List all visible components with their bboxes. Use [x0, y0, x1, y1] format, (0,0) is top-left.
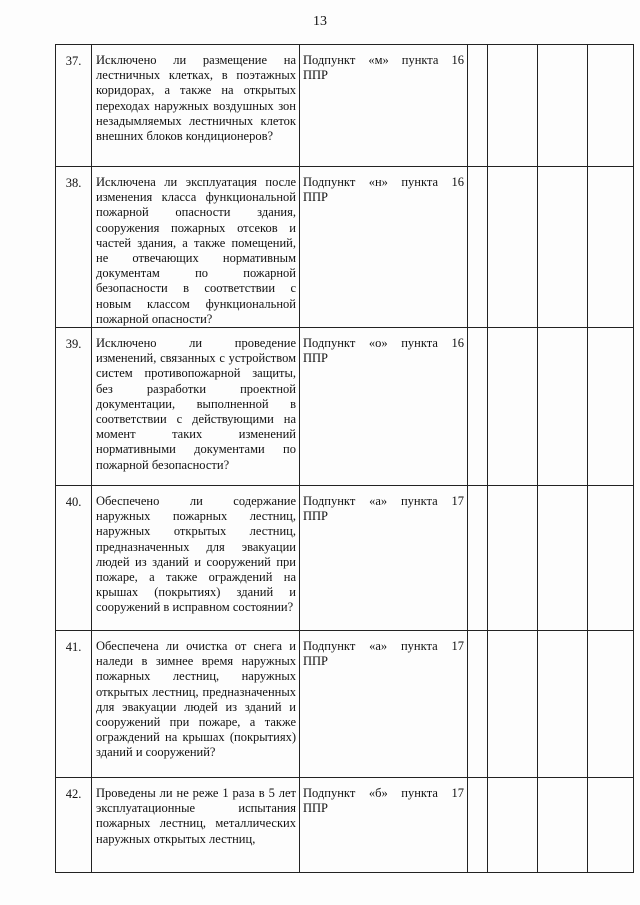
ref-word: Подпункт	[303, 786, 356, 801]
empty-cell	[588, 45, 634, 167]
reference-cell	[300, 631, 468, 778]
empty-cell	[538, 778, 588, 873]
empty-cell	[538, 45, 588, 167]
empty-cell	[588, 778, 634, 873]
empty-cell	[488, 167, 538, 328]
table-row	[56, 778, 634, 873]
empty-cell	[488, 631, 538, 778]
ref-number: 17	[451, 786, 464, 801]
ref-number: 16	[451, 336, 464, 351]
table-row	[56, 631, 634, 778]
ref-document: ППР	[303, 68, 329, 83]
reference-cell	[300, 778, 468, 873]
empty-cell	[538, 486, 588, 631]
question-text: Исключено ли проведение изменений, связанных с устройством систем противопожарной защиты, без разработки проектной документации, выполненной в соответствии с действующими на момент таких изменений нормативными документами по пожарной безопасности?	[92, 328, 300, 486]
row-number: 42.	[56, 778, 92, 873]
ref-word: Подпункт	[303, 336, 356, 351]
question-text: Исключена ли эксплуатация после изменения класса функциональной пожарной опасности здания, сооружения пожарных отсеков и частей здания, а также помещений, не отвечающих нормативным документам по пожарной безопасности в соответствии с новым классом функциональной пожарной опасности?	[92, 167, 300, 328]
reference-cell	[300, 167, 468, 328]
ref-letter: «а»	[369, 494, 388, 509]
empty-cell	[488, 778, 538, 873]
question-text: Обеспечена ли очистка от снега и наледи в зимнее время наружных пожарных лестниц, наружных открытых лестниц, предназначенных для эвакуации людей из зданий и сооружений при пожаре, а также ограждений на крышах (покрытиях) зданий и сооружений?	[92, 631, 300, 778]
empty-cell	[468, 328, 488, 486]
empty-cell	[538, 167, 588, 328]
question-text: Исключено ли размещение на лестничных клетках, в поэтажных коридорах, а также на открытых переходах наружных воздушных зон незадымляемых лестничных клеток внешних блоков кондиционеров?	[92, 45, 300, 167]
row-number: 39.	[56, 328, 92, 486]
empty-cell	[588, 328, 634, 486]
empty-cell	[538, 631, 588, 778]
table-row	[56, 328, 634, 486]
ref-letter: «о»	[368, 336, 388, 351]
reference-cell	[300, 328, 468, 486]
ref-document: ППР	[303, 351, 329, 366]
empty-cell	[588, 631, 634, 778]
ref-item: пункта	[400, 639, 438, 654]
row-number: 41.	[56, 631, 92, 778]
empty-cell	[538, 328, 588, 486]
ref-item: пункта	[401, 786, 438, 801]
ref-word: Подпункт	[303, 175, 356, 189]
table-row	[56, 486, 634, 631]
ref-item: пункта	[400, 494, 438, 509]
row-number: 40.	[56, 486, 92, 631]
empty-cell	[468, 631, 488, 778]
empty-cell	[588, 167, 634, 328]
row-number: 37.	[56, 45, 92, 167]
ref-letter: «н»	[368, 175, 388, 189]
ref-word: Подпункт	[303, 53, 356, 67]
ref-letter: «б»	[368, 786, 388, 801]
empty-cell	[468, 486, 488, 631]
empty-cell	[468, 45, 488, 167]
table-row	[56, 45, 634, 167]
empty-cell	[588, 486, 634, 631]
question-text: Обеспечено ли содержание наружных пожарных лестниц, наружных открытых лестниц, предназначенных для эвакуации людей из зданий и сооружений при пожаре, а также ограждений на крышах (покрытиях) зданий и сооружений в исправном состоянии?	[92, 486, 300, 631]
empty-cell	[488, 486, 538, 631]
empty-cell	[488, 45, 538, 167]
ref-item: пункта	[401, 53, 439, 67]
ref-word: Подпункт	[303, 639, 356, 654]
table-row	[56, 167, 634, 328]
ref-document: ППР	[303, 654, 329, 669]
page-number: 13	[313, 14, 327, 29]
ref-number: 17	[451, 639, 464, 654]
reference-cell	[300, 486, 468, 631]
empty-cell	[488, 328, 538, 486]
empty-cell	[468, 778, 488, 873]
ref-document: ППР	[303, 801, 329, 816]
ref-number: 16	[451, 175, 464, 189]
ref-number: 16	[451, 53, 464, 67]
empty-cell	[468, 167, 488, 328]
ref-document: ППР	[303, 509, 329, 524]
ref-item: пункта	[401, 336, 438, 351]
checklist-table	[55, 44, 634, 873]
ref-letter: «а»	[369, 639, 388, 654]
ref-document: ППР	[303, 190, 329, 205]
ref-number: 17	[451, 494, 464, 509]
row-number: 38.	[56, 167, 92, 328]
ref-letter: «м»	[368, 53, 389, 67]
ref-word: Подпункт	[303, 494, 356, 509]
question-text: Проведены ли не реже 1 раза в 5 лет эксплуатационные испытания пожарных лестниц, металлических наружных открытых лестниц,	[92, 778, 300, 873]
ref-item: пункта	[401, 175, 439, 189]
reference-cell	[300, 45, 468, 167]
